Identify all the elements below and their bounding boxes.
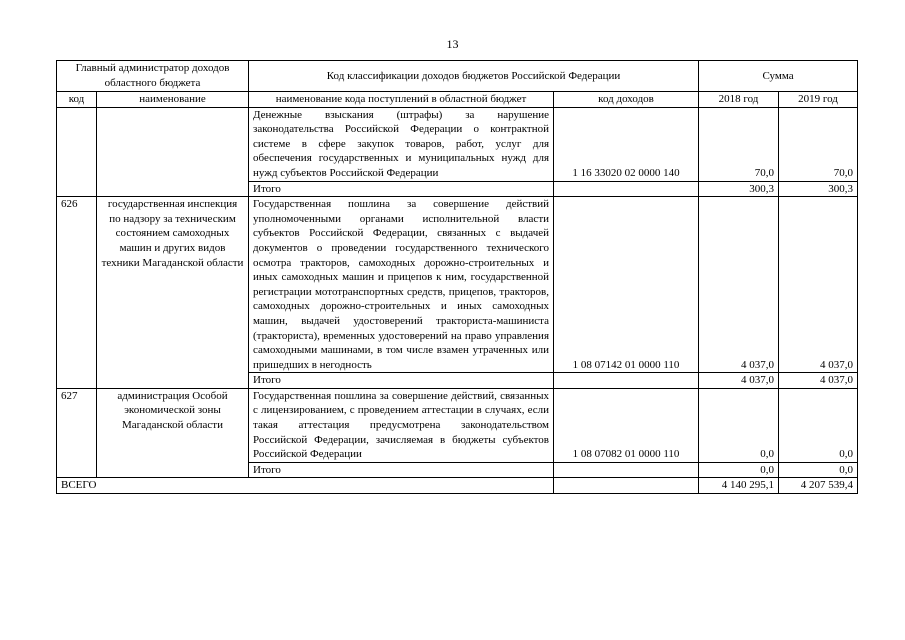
header-classification: Код классификации доходов бюджетов Российской Федерации [249,61,699,92]
header-col-2019: 2019 год [779,92,858,108]
header-col-code: код [57,92,97,108]
header-sum: Сумма [699,61,858,92]
grand-total-code-empty [554,478,699,494]
grand-total-label: ВСЕГО [57,478,554,494]
grand-total-2019: 4 207 539,4 [779,478,858,494]
total-2018: 0,0 [699,462,779,478]
total-code-empty [554,373,699,389]
admin-code: 627 [57,388,97,478]
value-2018: 0,0 [699,388,779,462]
table-row [57,388,858,462]
budget-table [56,60,858,494]
admin-code: 626 [57,197,97,389]
total-2019: 4 037,0 [779,373,858,389]
header-row-1 [57,61,858,92]
value-2019: 70,0 [779,107,858,181]
value-2018: 4 037,0 [699,197,779,373]
total-2019: 300,3 [779,181,858,197]
income-code: 1 08 07082 01 0000 110 [554,388,699,462]
admin-code-cell [57,107,97,197]
value-2019: 4 037,0 [779,197,858,373]
total-label: Итого [249,373,554,389]
value-2019: 0,0 [779,388,858,462]
total-label: Итого [249,181,554,197]
total-2018: 4 037,0 [699,373,779,389]
total-code-empty [554,181,699,197]
header-row-2 [57,92,858,108]
total-code-empty [554,462,699,478]
table-row [57,197,858,373]
admin-name: администрация Особой экономической зоны Магаданской области [97,388,249,478]
total-2019: 0,0 [779,462,858,478]
header-admin-group: Главный администратор доходов областного бюджета [57,61,249,92]
header-col-income-code: код доходов [554,92,699,108]
admin-name: государственная инспекция по надзору за техническим состоянием самоходных машин и других видов техники Магаданской области [97,197,249,389]
income-name: Государственная пошлина за совершение действий, связанных с лицензированием, с проведением аттестации в случаях, если такая аттестация предусмотрена законодательством Российской Федерации, зачисляемая в бюджеты субъектов Российской Федерации [249,388,554,462]
header-col-2018: 2018 год [699,92,779,108]
table-row [57,107,858,181]
income-code: 1 08 07142 01 0000 110 [554,197,699,373]
total-2018: 300,3 [699,181,779,197]
grand-total-row [57,478,858,494]
income-code: 1 16 33020 02 0000 140 [554,107,699,181]
total-label: Итого [249,462,554,478]
header-col-income-name: наименование кода поступлений в областной бюджет [249,92,554,108]
income-name: Денежные взыскания (штрафы) за нарушение законодательства Российской Федерации о контрактной системе в сфере закупок товаров, работ, услуг для обеспечения государственных и муниципальных нужд для нужд субъектов Российской Федерации [249,107,554,181]
income-name: Государственная пошлина за совершение действий уполномоченными органами исполнительной власти субъектов Российской Федерации, связанных с выдачей документов о проведении государственного технического осмотра тракторов, самоходных дорожно-строительных и иных самоходных машин и прицепов к ним, государственной регистрации мототранспортных средств, прицепов, тракторов, самоходных дорожно-строительных и иных самоходных машин, выдачей удостоверений тракториста-машиниста (тракториста), временных удостоверений на право управления самоходными машинами, в том числе взамен утраченных или пришедших в негодность [249,197,554,373]
value-2018: 70,0 [699,107,779,181]
header-col-name: наименование [97,92,249,108]
admin-name-cell [97,107,249,197]
page-number: 13 [446,37,459,51]
grand-total-2018: 4 140 295,1 [699,478,779,494]
